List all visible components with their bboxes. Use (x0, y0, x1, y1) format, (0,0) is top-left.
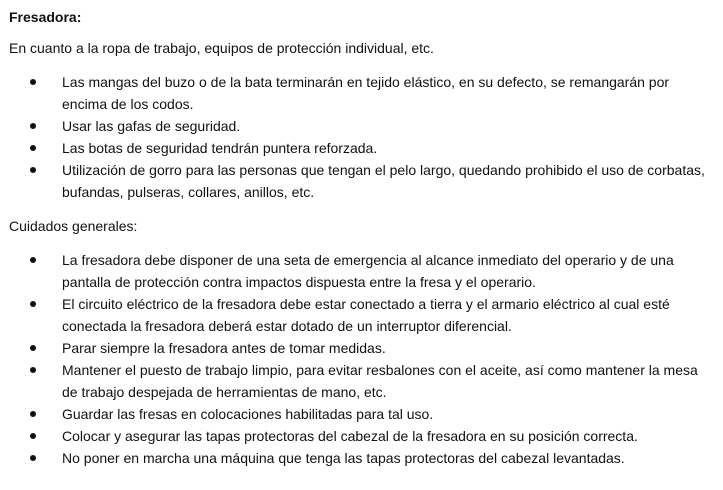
ppe-list (9, 71, 711, 203)
list-item (9, 403, 711, 425)
list-item (9, 249, 711, 293)
bullet-icon (30, 167, 36, 173)
bullet-icon (30, 301, 36, 307)
general-care-list (9, 249, 711, 469)
list-item (9, 293, 711, 337)
list-item-text: No poner en marcha una máquina que tenga las tapas protectoras del cabezal levantadas. (62, 450, 625, 466)
list-item-text: Las mangas del buzo o de la bata terminarán en tejido elástico, en su defecto, se remangarán por encima de los codos. (62, 74, 670, 112)
list-item-text: Colocar y asegurar las tapas protectoras del cabezal de la fresadora en su posición correcta. (62, 428, 638, 444)
list-item (9, 71, 711, 115)
list-item-text: Mantener el puesto de trabajo limpio, para evitar resbalones con el aceite, así como mantener la mesa de trabajo despejada de herramientas de mano, etc. (62, 362, 698, 400)
list-item-text: Usar las gafas de seguridad. (62, 118, 241, 134)
list-item-text: Las botas de seguridad tendrán puntera reforzada. (62, 140, 378, 156)
bullet-icon (30, 257, 36, 263)
list-item (9, 137, 711, 159)
list-item (9, 159, 711, 203)
list-item-text: El circuito eléctrico de la fresadora debe estar conectado a tierra y el armario eléctrico al cual esté conectada la fresadora deberá estar dotado de un interruptor diferencial. (62, 296, 670, 334)
list-item (9, 337, 711, 359)
list-item-text: Utilización de gorro para las personas que tengan el pelo largo, quedando prohibido el uso de corbatas, bufandas, pulseras, collares, anillos, etc. (62, 162, 705, 200)
intro-paragraph: En cuanto a la ropa de trabajo, equipos de protección individual, etc. (9, 40, 434, 56)
list-item (9, 115, 711, 137)
bullet-icon (30, 433, 36, 439)
bullet-icon (30, 123, 36, 129)
document (9, 6, 711, 481)
bullet-icon (30, 79, 36, 85)
list-item-text: Parar siempre la fresadora antes de tomar medidas. (62, 340, 386, 356)
bullet-icon (30, 345, 36, 351)
bullet-icon (30, 367, 36, 373)
section-title: Fresadora: (9, 9, 82, 25)
general-care-heading: Cuidados generales: (9, 218, 138, 234)
list-item (9, 447, 711, 469)
bullet-icon (30, 411, 36, 417)
list-item-text: Guardar las fresas en colocaciones habilitadas para tal uso. (62, 406, 434, 422)
bullet-icon (30, 145, 36, 151)
list-item (9, 359, 711, 403)
list-item-text: La fresadora debe disponer de una seta de emergencia al alcance inmediato del operario y de una pantalla de protección contra impactos dispuesta entre la fresa y el operario. (62, 252, 674, 290)
bullet-icon (30, 455, 36, 461)
list-item (9, 425, 711, 447)
